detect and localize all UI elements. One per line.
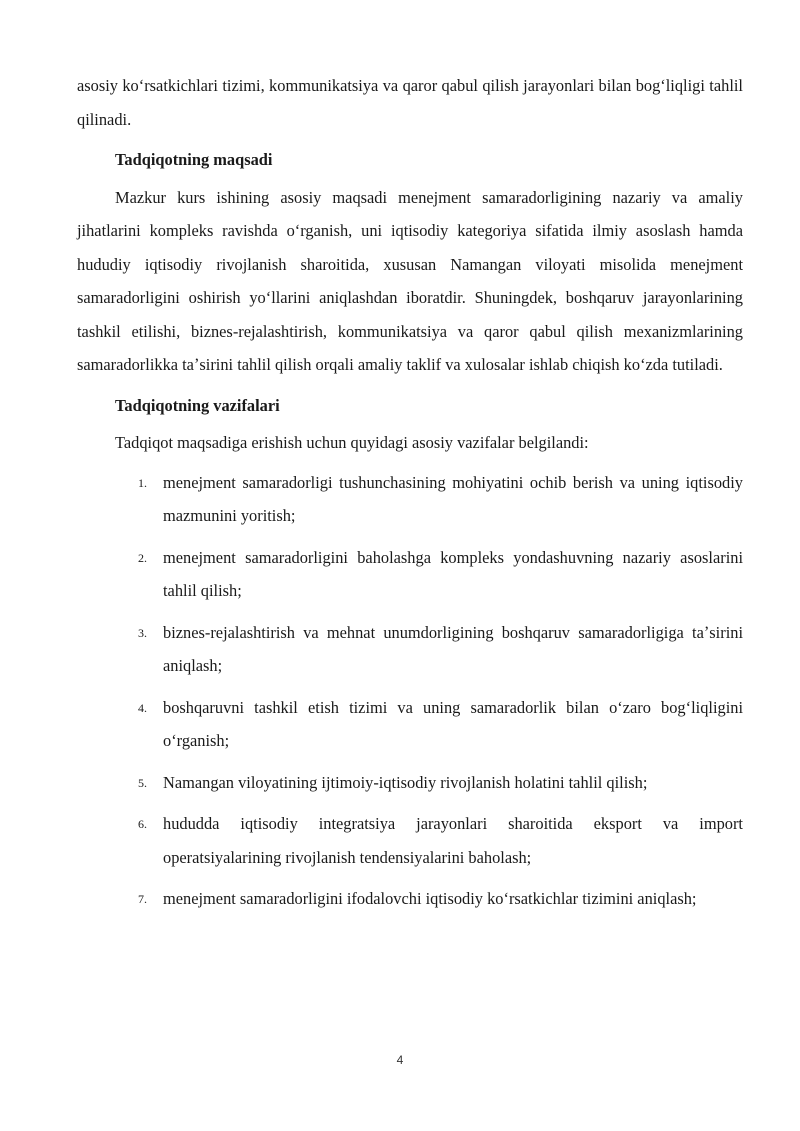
list-item-text: menejment samaradorligini ifodalovchi iqtisodiy koʻrsatkichlar tizimini aniqlash;	[163, 889, 697, 908]
list-item	[77, 616, 743, 683]
list-item-number: 2.	[138, 550, 147, 565]
list-item	[77, 807, 743, 874]
tasks-intro: Tadqiqot maqsadiga erishish uchun quyidagi asosiy vazifalar belgilandi:	[115, 433, 589, 452]
list-item	[77, 766, 743, 800]
list-item-number: 6.	[138, 817, 147, 831]
list-item-number: 1.	[138, 475, 147, 490]
list-item-number: 3.	[138, 625, 147, 640]
list-item-text: Namangan viloyatining ijtimoiy-iqtisodiy rivojlanish holatini tahlil qilish;	[163, 772, 648, 792]
list-item	[77, 541, 743, 608]
text-column	[77, 69, 743, 924]
page-number: 4	[396, 1053, 404, 1067]
list-item	[77, 466, 743, 533]
list-item	[77, 882, 743, 916]
list-item-number: 7.	[138, 892, 147, 906]
list-item-text: boshqaruvni tashkil etish tizimi va uning samaradorlik bilan oʻzaro bogʻliqligini oʻrganish;	[163, 697, 743, 750]
list-item	[77, 691, 743, 758]
tasks-list	[77, 466, 743, 916]
list-item-text: menejment samaradorligi tushunchasining mohiyatini ochib berish va uning iqtisodiy mazmunini yoritish;	[163, 472, 743, 525]
list-item-text: biznes-rejalashtirish va mehnat unumdorligining boshqaruv samaradorligiga taʼsirini aniqlash;	[163, 622, 743, 675]
list-item-text: hududda iqtisodiy integratsiya jarayonlari sharoitida eksport va import operatsiyalarining rivojlanish tendensiyalarini baholash;	[163, 814, 743, 867]
list-item-number: 5.	[138, 775, 147, 790]
list-item-number: 4.	[138, 700, 147, 715]
list-item-text: menejment samaradorligini baholashga kompleks yondashuvning nazariy asoslarini tahlil qilish;	[163, 547, 743, 600]
tasks-heading: Tadqiqotning vazifalari	[115, 395, 280, 415]
goal-paragraph: Mazkur kurs ishining asosiy maqsadi menejment samaradorligining nazariy va amaliy jihatlarini kompleks ravishda oʻrganish, uni iqtisodiy kategoriya sifatida ilmiy asoslash hamda hududiy iqtisodiy rivojlanish sharoitida, xususan Namangan viloyati misolida menejment samaradorligini oshirish yoʻllarini aniqlashdan iboratdir. Shuningdek, boshqaruv jarayonlarining tashkil etilishi, biznes-rejalashtirish, kommunikatsiya va qaror qabul qilish mexanizmlarining samaradorlikka taʼsirini tahlil qilish orqali amaliy taklif va xulosalar ishlab chiqish koʻzda tutiladi.	[77, 187, 743, 374]
intro-continuation-paragraph: asosiy koʻrsatkichlari tizimi, kommunikatsiya va qaror qabul qilish jarayonlari bilan bogʻliqligi tahlil qilinadi.	[77, 76, 743, 129]
goal-heading: Tadqiqotning maqsadi	[115, 150, 273, 169]
